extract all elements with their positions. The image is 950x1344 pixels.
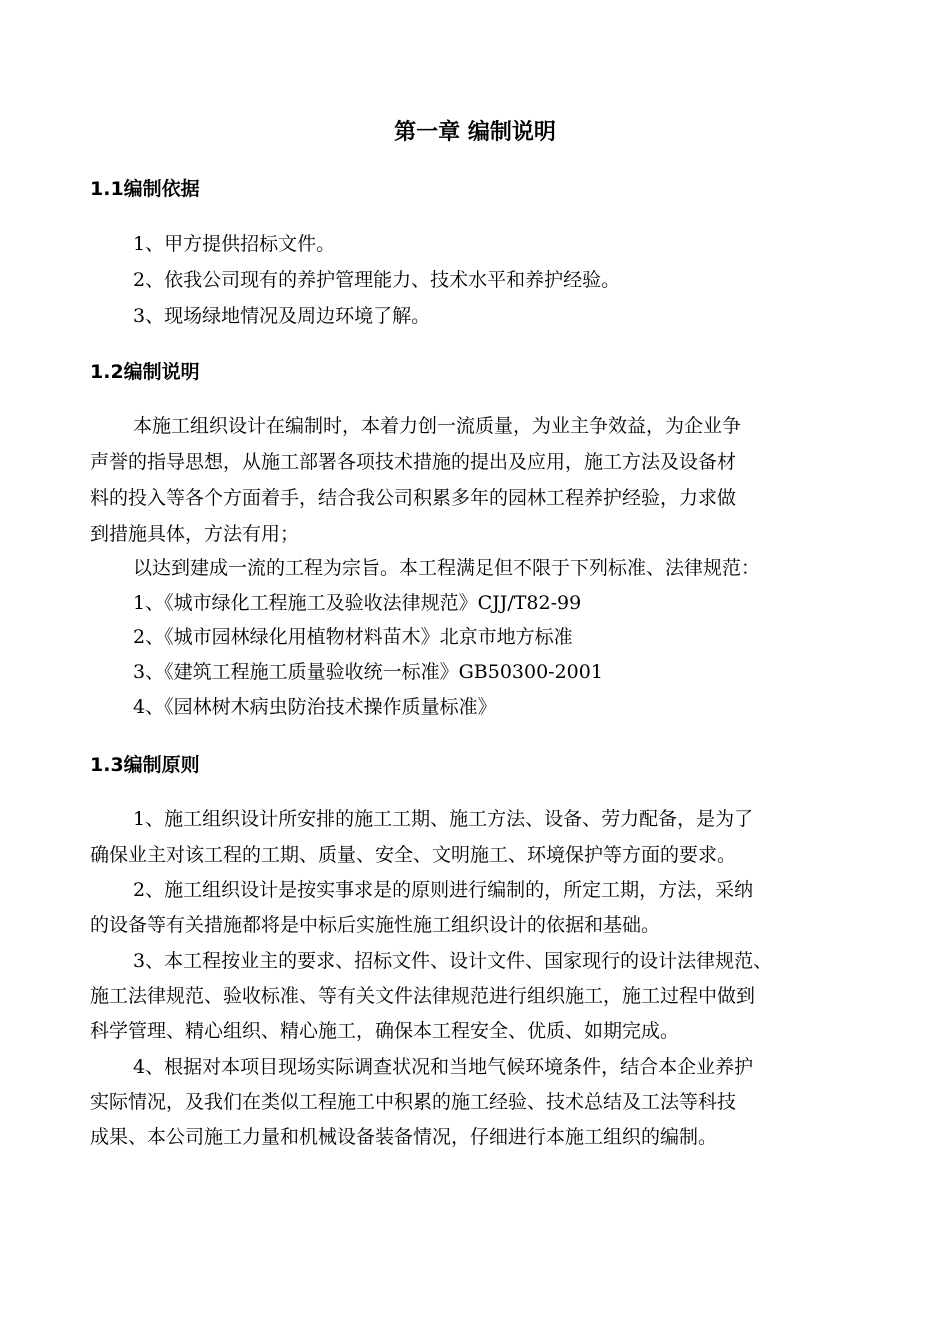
paragraph-line: 成果、本公司施工力量和机械设备装备情况，仔细进行本施工组织的编制。: [90, 1126, 718, 1148]
section-heading-1-1: 1.1编制依据: [90, 178, 200, 200]
paragraph-line: 确保业主对该工程的工期、质量、安全、文明施工、环境保护等方面的要求。: [90, 844, 737, 866]
list-item: 3、《建筑工程施工质量验收统一标准》GB50300-2001: [133, 661, 603, 683]
paragraph-line: 本施工组织设计在编制时，本着力创一流质量，为业主争效益，为企业争: [133, 415, 742, 437]
paragraph-line: 科学管理、精心组织、精心施工，确保本工程安全、优质、如期完成。: [90, 1020, 680, 1042]
paragraph-line: 实际情况，及我们在类似工程施工中积累的施工经验、技术总结及工法等科技: [90, 1091, 737, 1113]
section-heading-1-3: 1.3编制原则: [90, 754, 200, 776]
list-item: 4、《园林树木病虫防治技术操作质量标准》: [133, 696, 497, 718]
list-item: 1、《城市绿化工程施工及验收法律规范》CJJ/T82-99: [133, 592, 582, 614]
paragraph-line: 1、甲方提供招标文件。: [133, 233, 336, 255]
paragraph-line: 2、施工组织设计是按实事求是的原则进行编制的，所定工期，方法，采纳: [133, 879, 754, 901]
paragraph-line: 4、根据对本项目现场实际调查状况和当地气候环境条件，结合本企业养护: [133, 1056, 754, 1078]
section-heading-1-2: 1.2编制说明: [90, 361, 200, 383]
paragraph-line: 2、依我公司现有的养护管理能力、技术水平和养护经验。: [133, 269, 621, 291]
paragraph-line: 的设备等有关措施都将是中标后实施性施工组织设计的依据和基础。: [90, 914, 661, 936]
list-item: 2、《城市园林绿化用植物材料苗木》北京市地方标准: [133, 626, 573, 648]
paragraph-line: 声誉的指导思想，从施工部署各项技术措施的提出及应用，施工方法及设备材: [90, 451, 737, 473]
chapter-title: 第一章 编制说明: [394, 120, 556, 145]
paragraph-line: 1、施工组织设计所安排的施工工期、施工方法、设备、劳力配备，是为了: [133, 808, 754, 830]
paragraph-line: 3、现场绿地情况及周边环境了解。: [133, 305, 431, 327]
paragraph-line: 以达到建成一流的工程为宗旨。本工程满足但不限于下列标准、法律规范：: [133, 557, 761, 579]
paragraph-line: 3、本工程按业主的要求、招标文件、设计文件、国家现行的设计法律规范、: [133, 950, 773, 972]
paragraph-line: 到措施具体，方法有用；: [90, 523, 300, 545]
paragraph-line: 施工法律规范、验收标准、等有关文件法律规范进行组织施工，施工过程中做到: [90, 985, 756, 1007]
paragraph-line: 料的投入等各个方面着手，结合我公司积累多年的园林工程养护经验，力求做: [90, 487, 737, 509]
